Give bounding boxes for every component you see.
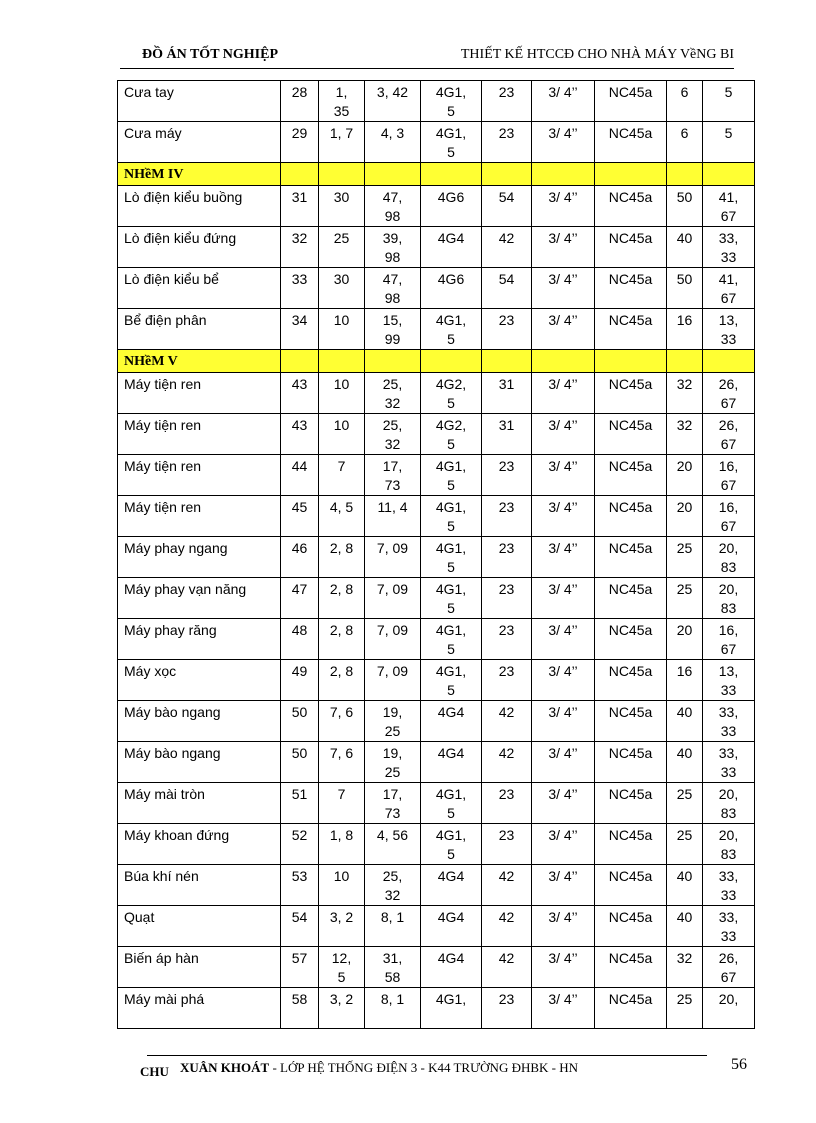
table-cell: 40 [667,742,703,783]
table-cell: 40 [667,865,703,906]
table-cell: 28 [281,81,319,122]
table-cell: 3/ 4’’ [532,578,595,619]
table-cell: 58 [281,988,319,1029]
table-row [118,742,755,783]
table-cell: 15, 99 [365,309,421,350]
table-cell: NC45a [595,122,667,163]
table-cell: 4G2, 5 [421,414,482,455]
table-cell: 23 [482,122,532,163]
footer-class-school: - LỚP HỆ THỐNG ĐIỆN 3 - K44 TRƯỜNG ĐHBK - HN [269,1060,579,1075]
table-cell: 25 [667,988,703,1029]
table-cell: 2, 8 [319,660,365,701]
equipment-name-cell: Máy xọc [118,660,281,701]
table-cell: NC45a [595,496,667,537]
equipment-name-cell: Cưa tay [118,81,281,122]
table-cell: 3/ 4’’ [532,865,595,906]
table-cell: 10 [319,309,365,350]
page-number: 56 [731,1056,747,1073]
table-cell: 23 [482,988,532,1029]
table-cell: 3/ 4’’ [532,268,595,309]
table-cell: 4G4 [421,947,482,988]
table-cell: 53 [281,865,319,906]
table-row [118,947,755,988]
table-cell: 31 [482,373,532,414]
table-cell: 4G4 [421,227,482,268]
table-cell: 8, 1 [365,906,421,947]
equipment-name-cell: Máy bào ngang [118,701,281,742]
table-cell: 4G1, 5 [421,496,482,537]
table-cell: 20, 83 [703,578,755,619]
table-cell: 54 [281,906,319,947]
table-cell: 3/ 4’’ [532,81,595,122]
table-cell: 1, 7 [319,122,365,163]
table-cell: 3/ 4’’ [532,660,595,701]
table-cell: 3/ 4’’ [532,227,595,268]
table-cell: 11, 4 [365,496,421,537]
table-cell: 26, 67 [703,373,755,414]
table-cell: 3/ 4’’ [532,906,595,947]
table-cell: 16, 67 [703,496,755,537]
table-cell: 42 [482,906,532,947]
table-cell: 3/ 4’’ [532,309,595,350]
table-cell: 33, 33 [703,906,755,947]
table-row [118,227,755,268]
equipment-name-cell: Máy mài tròn [118,783,281,824]
table-cell [595,163,667,186]
table-cell: 41, 67 [703,186,755,227]
table-cell: 3/ 4’’ [532,988,595,1029]
table-cell: 25, 32 [365,865,421,906]
table-cell [365,163,421,186]
table-cell: 4G6 [421,186,482,227]
table-cell: 4G1, 5 [421,81,482,122]
table-cell: 47, 98 [365,268,421,309]
table-cell: 3, 2 [319,906,365,947]
table-cell: 4G2, 5 [421,373,482,414]
table-cell: 3/ 4’’ [532,701,595,742]
table-cell: NC45a [595,455,667,496]
table-cell: 20, 83 [703,824,755,865]
table-cell: 46 [281,537,319,578]
table-cell [281,350,319,373]
table-cell: 52 [281,824,319,865]
table-cell: 25 [667,824,703,865]
table-row [118,496,755,537]
table-cell: NC45a [595,742,667,783]
table-cell: 4G1, 5 [421,537,482,578]
table-cell: 4G4 [421,865,482,906]
table-cell: 32 [667,414,703,455]
table-cell: 45 [281,496,319,537]
table-cell: 42 [482,742,532,783]
table-cell: NC45a [595,865,667,906]
table-cell: 25 [667,578,703,619]
table-cell: 31, 58 [365,947,421,988]
table-cell: 7 [319,783,365,824]
table-row [118,824,755,865]
table-cell: 4G1, 5 [421,455,482,496]
table-cell: 4, 56 [365,824,421,865]
table-cell: 33, 33 [703,742,755,783]
table-cell: 25 [319,227,365,268]
footer-text [180,1060,578,1076]
table-cell: 48 [281,619,319,660]
table-cell: 40 [667,906,703,947]
table-row [118,309,755,350]
table-row [118,122,755,163]
table-cell: 25, 32 [365,373,421,414]
table-cell: 4G4 [421,906,482,947]
table-cell: NC45a [595,619,667,660]
table-cell: 17, 73 [365,783,421,824]
equipment-name-cell: Bể điện phân [118,309,281,350]
table-cell: NC45a [595,414,667,455]
table-body [118,81,755,1029]
table-cell: 3/ 4’’ [532,742,595,783]
table-cell: 30 [319,186,365,227]
table-cell: 10 [319,865,365,906]
table-cell: 47, 98 [365,186,421,227]
table-cell: 23 [482,660,532,701]
table-row [118,701,755,742]
table-cell: 25, 32 [365,414,421,455]
table-cell: NC45a [595,268,667,309]
table-cell: 20, 83 [703,783,755,824]
table-cell: 33, 33 [703,701,755,742]
equipment-name-cell: Máy phay vạn năng [118,578,281,619]
table-cell: 32 [281,227,319,268]
table-cell: 23 [482,496,532,537]
table-cell [532,350,595,373]
table-cell: 16 [667,660,703,701]
table-cell: 6 [667,122,703,163]
equipment-name-cell: Máy khoan đứng [118,824,281,865]
table-cell [532,163,595,186]
table-cell [703,350,755,373]
table-cell: NC45a [595,578,667,619]
table-cell: 42 [482,701,532,742]
table-cell: 54 [482,186,532,227]
table-cell: 4G6 [421,268,482,309]
table-cell: 16, 67 [703,619,755,660]
equipment-name-cell: Máy tiện ren [118,455,281,496]
equipment-name-cell: Lò điện kiểu đứng [118,227,281,268]
table-cell: 3/ 4’’ [532,537,595,578]
table-cell: NC45a [595,186,667,227]
table-row [118,81,755,122]
table-cell: 26, 67 [703,414,755,455]
table-row [118,186,755,227]
table-cell: 50 [281,701,319,742]
equipment-name-cell: Lò điện kiểu buồng [118,186,281,227]
equipment-name-cell: Lò điện kiểu bể [118,268,281,309]
table-cell [482,163,532,186]
table-cell: 34 [281,309,319,350]
table-cell: 4G1, [421,988,482,1029]
table-cell: 23 [482,824,532,865]
table-cell: NC45a [595,227,667,268]
equipment-table [117,80,755,1029]
table-cell: 44 [281,455,319,496]
table-cell: 4G1, 5 [421,619,482,660]
table-cell: 5 [703,81,755,122]
table-row [118,865,755,906]
table-cell: 17, 73 [365,455,421,496]
table-cell: 23 [482,309,532,350]
table-cell: 4G1, 5 [421,578,482,619]
table-cell [319,350,365,373]
table-cell [703,163,755,186]
table-cell: 43 [281,373,319,414]
table-cell: 5 [703,122,755,163]
table-cell: 6 [667,81,703,122]
table-cell [595,350,667,373]
table-cell: 3/ 4’’ [532,373,595,414]
equipment-name-cell: Búa khí nén [118,865,281,906]
equipment-name-cell: Biến áp hàn [118,947,281,988]
table-cell: 3/ 4’’ [532,947,595,988]
table-cell: 32 [667,373,703,414]
table-cell: 4, 5 [319,496,365,537]
table-cell: 3/ 4’’ [532,496,595,537]
table-cell: 12, 5 [319,947,365,988]
table-cell: 20 [667,619,703,660]
header-right-title: THIẾT KẾ HTCCĐ CHO NHÀ MÁY VềNG BI [460,47,734,62]
table-cell: 40 [667,227,703,268]
table-cell: 1, 8 [319,824,365,865]
table-cell: NC45a [595,988,667,1029]
table-cell: NC45a [595,783,667,824]
table-cell: 51 [281,783,319,824]
table-cell: 3/ 4’’ [532,455,595,496]
table-row [118,619,755,660]
table-cell: 2, 8 [319,578,365,619]
footer-author-name: XUÂN KHOÁT [180,1060,270,1075]
table-cell: 4G1, 5 [421,824,482,865]
table-row [118,455,755,496]
table-cell: 16, 67 [703,455,755,496]
table-cell: 16 [667,309,703,350]
table-cell: 31 [482,414,532,455]
table-cell: 7, 09 [365,578,421,619]
table-row [118,578,755,619]
table-cell: 7, 6 [319,701,365,742]
table-cell: 1, 35 [319,81,365,122]
table-cell: 3/ 4’’ [532,122,595,163]
table-cell: 23 [482,619,532,660]
table-cell: 42 [482,947,532,988]
section-row [118,350,755,373]
table-cell: 20 [667,455,703,496]
table-row [118,268,755,309]
table-cell: NC45a [595,81,667,122]
table-cell: 23 [482,81,532,122]
table-cell: 23 [482,537,532,578]
table-cell: 33 [281,268,319,309]
table-row [118,537,755,578]
table-cell: 4G1, 5 [421,122,482,163]
section-row [118,163,755,186]
table-cell: NC45a [595,947,667,988]
table-cell: 19, 25 [365,742,421,783]
table-cell [482,350,532,373]
table-cell [667,350,703,373]
table-cell: 42 [482,227,532,268]
table-cell: NC45a [595,906,667,947]
table-cell: 43 [281,414,319,455]
table-cell: 26, 67 [703,947,755,988]
table-cell: 20, [703,988,755,1029]
table-cell: NC45a [595,660,667,701]
table-cell: 57 [281,947,319,988]
table-cell: 3/ 4’’ [532,414,595,455]
table-cell: 42 [482,865,532,906]
equipment-name-cell: Cưa máy [118,122,281,163]
table-cell: 20, 83 [703,537,755,578]
table-cell: 47 [281,578,319,619]
table-cell: 41, 67 [703,268,755,309]
table-cell: 13, 33 [703,309,755,350]
equipment-name-cell: Máy bào ngang [118,742,281,783]
table-cell: 4G4 [421,701,482,742]
table-cell: 4G1, 5 [421,660,482,701]
table-cell: NC45a [595,701,667,742]
table-row [118,373,755,414]
table-cell: 23 [482,783,532,824]
table-cell [319,163,365,186]
table-cell: 32 [667,947,703,988]
table-cell: 3/ 4’’ [532,186,595,227]
table-cell: 4G1, 5 [421,783,482,824]
table-cell: 3, 42 [365,81,421,122]
table-cell: 29 [281,122,319,163]
table-row [118,783,755,824]
table-cell: NC45a [595,309,667,350]
table-cell [365,350,421,373]
table-cell: 7, 09 [365,619,421,660]
table-cell: 25 [667,537,703,578]
table-cell: 33, 33 [703,865,755,906]
table-cell: 19, 25 [365,701,421,742]
table-row [118,414,755,455]
table-cell: 40 [667,701,703,742]
table-cell: 23 [482,455,532,496]
equipment-name-cell: Máy phay ngang [118,537,281,578]
table-cell: 49 [281,660,319,701]
table-row [118,906,755,947]
equipment-name-cell: Máy tiện ren [118,373,281,414]
table-cell: 25 [667,783,703,824]
table-cell: 50 [281,742,319,783]
table-cell: 7, 09 [365,660,421,701]
equipment-name-cell: Máy mài phá [118,988,281,1029]
table-cell: 50 [667,186,703,227]
table-cell: 3/ 4’’ [532,824,595,865]
table-cell: 10 [319,373,365,414]
table-cell: 20 [667,496,703,537]
table-cell: 3/ 4’’ [532,783,595,824]
table-cell: NC45a [595,537,667,578]
table-cell: 23 [482,578,532,619]
table-cell [281,163,319,186]
table-cell: NC45a [595,824,667,865]
table-cell: 4G1, 5 [421,309,482,350]
table-cell: 30 [319,268,365,309]
table-cell [421,163,482,186]
table-cell: 54 [482,268,532,309]
table-row [118,988,755,1029]
header-left-title: ĐỒ ÁN TỐT NGHIỆP [142,47,279,62]
table-cell: 7 [319,455,365,496]
equipment-name-cell: Máy tiện ren [118,496,281,537]
table-cell [667,163,703,186]
table-row [118,660,755,701]
table-cell: 4G4 [421,742,482,783]
table-cell: 3, 2 [319,988,365,1029]
table-cell: 50 [667,268,703,309]
equipment-name-cell: Máy phay răng [118,619,281,660]
equipment-name-cell: NHềM V [118,350,281,373]
table-cell: 7, 09 [365,537,421,578]
equipment-name-cell: Quạt [118,906,281,947]
table-cell: 3/ 4’’ [532,619,595,660]
table-cell: 4, 3 [365,122,421,163]
table-cell [421,350,482,373]
footer-divider [147,1055,707,1056]
table-cell: 10 [319,414,365,455]
table-cell: 7, 6 [319,742,365,783]
table-cell: 2, 8 [319,619,365,660]
table-cell: 8, 1 [365,988,421,1029]
header-divider [120,68,734,69]
table-cell: 33, 33 [703,227,755,268]
table-cell: 13, 33 [703,660,755,701]
table-cell: 39, 98 [365,227,421,268]
table-cell: 2, 8 [319,537,365,578]
equipment-name-cell: NHềM IV [118,163,281,186]
footer-author-surname: CHU [140,1064,169,1079]
table-cell: NC45a [595,373,667,414]
equipment-name-cell: Máy tiện ren [118,414,281,455]
table-cell: 31 [281,186,319,227]
